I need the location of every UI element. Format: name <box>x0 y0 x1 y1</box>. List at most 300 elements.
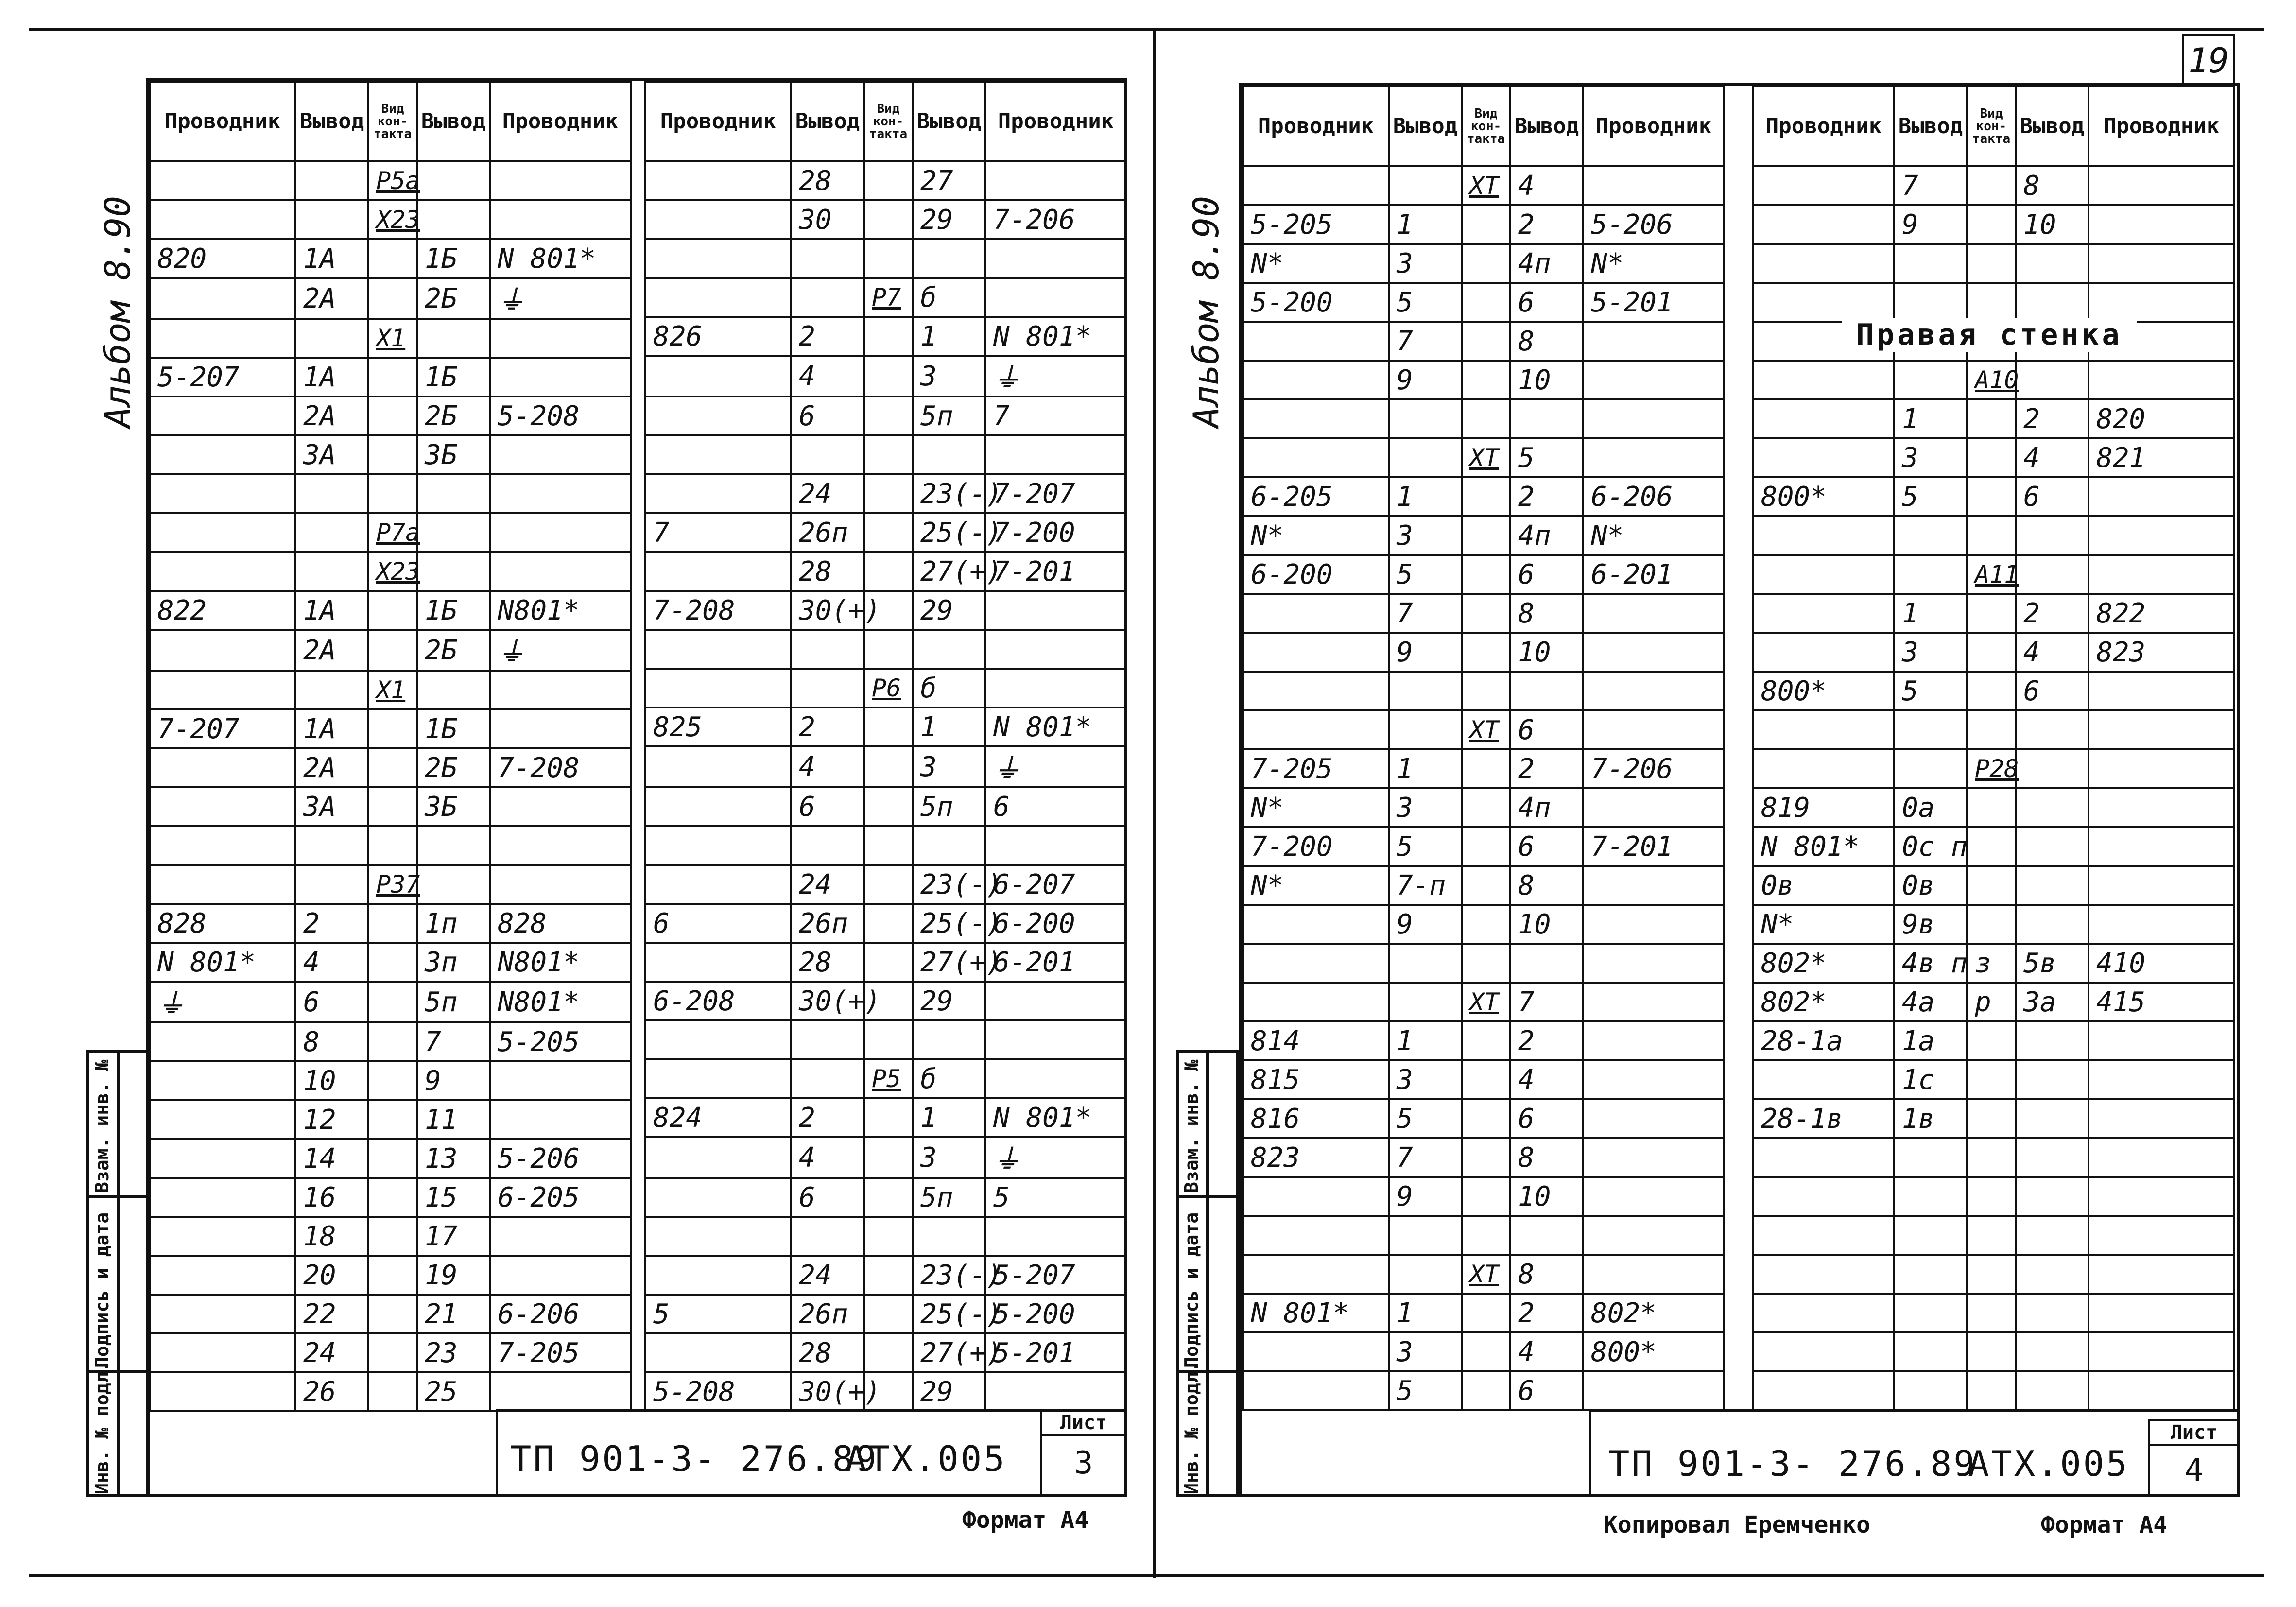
table-cell <box>1243 1216 1389 1255</box>
table-cell <box>2016 1021 2089 1060</box>
table-row <box>645 239 1126 278</box>
table-cell: 6-201 <box>985 943 1126 982</box>
table-cell: 2 <box>791 317 864 356</box>
table-cell <box>864 1217 913 1256</box>
table-cell <box>490 435 631 474</box>
table-cell <box>1389 710 1462 749</box>
doc-code-right: ТП 901-3- 276.89 <box>1608 1443 1977 1484</box>
table-row <box>1243 672 1724 710</box>
table-cell <box>985 1020 1126 1059</box>
table-row <box>1753 1332 2234 1371</box>
table-cell <box>864 356 913 397</box>
table-cell <box>1389 1255 1462 1294</box>
table-cell <box>1243 1371 1389 1410</box>
table-cell: 1 <box>1389 1294 1462 1332</box>
table-cell <box>1753 1371 1894 1410</box>
table-row <box>150 513 631 552</box>
table-row <box>645 1333 1126 1372</box>
table-cell: 2 <box>295 904 368 943</box>
table-cell <box>2016 1294 2089 1332</box>
table-cell: 28 <box>791 943 864 982</box>
table-cell <box>913 630 985 669</box>
table-cell <box>913 826 985 865</box>
table-cell <box>368 591 417 630</box>
table-cell <box>2016 749 2089 788</box>
table-cell: 0в <box>1894 866 1967 905</box>
table-cell: 3Б <box>417 435 490 474</box>
table-cell: 5-206 <box>1583 205 1724 244</box>
table-cell: 5п <box>913 397 985 435</box>
table-cell <box>368 1022 417 1061</box>
table-cell: 814 <box>1243 1021 1389 1060</box>
stamp-label: Подпись и дата <box>1181 1212 1202 1368</box>
table-cell: 30(+) <box>791 982 864 1020</box>
table-cell <box>985 826 1126 865</box>
table-cell: 5 <box>1510 438 1583 477</box>
table-cell <box>1753 1216 1894 1255</box>
table-cell <box>150 1217 295 1256</box>
table-cell <box>368 1217 417 1256</box>
table-row <box>1753 788 2234 827</box>
table-cell <box>1753 516 1894 555</box>
table-cell <box>645 826 791 865</box>
table-row <box>645 708 1126 746</box>
table-cell <box>368 397 417 435</box>
col-conductor: Проводник <box>1243 86 1389 166</box>
table-row <box>150 200 631 239</box>
table-cell <box>150 435 295 474</box>
table-cell: 9 <box>417 1061 490 1100</box>
table-cell <box>490 671 631 709</box>
table-cell <box>1243 905 1389 944</box>
table-cell <box>1243 1177 1389 1216</box>
table-cell <box>913 435 985 474</box>
table-cell: 802* <box>1753 944 1894 983</box>
table-cell: 3 <box>913 1137 985 1178</box>
table-cell: 5-200 <box>985 1295 1126 1333</box>
table-cell: 28 <box>791 552 864 591</box>
table-cell: 826 <box>645 317 791 356</box>
table-cell: 24 <box>295 1333 368 1372</box>
table-cell <box>1967 477 2016 516</box>
table-cell <box>1894 283 1967 322</box>
table-row <box>1243 205 1724 244</box>
table-row <box>1753 1099 2234 1138</box>
table-cell <box>645 943 791 982</box>
table-cell <box>2016 1371 2089 1410</box>
table-cell <box>1967 166 2016 205</box>
table-cell: 28-1в <box>1753 1099 1894 1138</box>
table-cell: 5п <box>913 1178 985 1217</box>
table-cell <box>1462 555 1510 594</box>
stamp-label: Инв. № подл. <box>91 1361 113 1494</box>
table-row <box>150 787 631 826</box>
table-cell: 5-208 <box>645 1372 791 1411</box>
table-cell <box>1894 361 1967 399</box>
table-cell <box>1462 283 1510 322</box>
table-row <box>1243 1021 1724 1060</box>
col-terminal: Вывод <box>1894 86 1967 166</box>
table-cell: N 801* <box>490 239 631 278</box>
table-cell <box>645 1217 791 1256</box>
table-row <box>1243 516 1724 555</box>
table-cell <box>2089 827 2234 866</box>
page-number: 19 <box>2188 41 2229 81</box>
table-cell <box>1583 361 1724 399</box>
sheet-number-left: 3 <box>1074 1445 1093 1481</box>
table-cell <box>295 200 368 239</box>
table-cell <box>1894 516 1967 555</box>
table-row <box>150 239 631 278</box>
table-cell <box>1583 322 1724 361</box>
table-row <box>1753 1177 2234 1216</box>
table-cell: 1 <box>1389 477 1462 516</box>
table-cell: 3 <box>1389 788 1462 827</box>
table-cell: 22 <box>295 1295 368 1333</box>
table-cell <box>1462 205 1510 244</box>
table-cell <box>2089 166 2234 205</box>
table-cell: N 801* <box>985 1098 1126 1137</box>
table-cell <box>864 1178 913 1217</box>
table-cell: 6 <box>791 397 864 435</box>
table-cell <box>791 669 864 708</box>
table-cell: N 801* <box>985 317 1126 356</box>
format-left: Формат А4 <box>962 1506 1089 1534</box>
table-cell <box>295 671 368 709</box>
table-cell: 2А <box>295 748 368 787</box>
table-cell: 30 <box>791 200 864 239</box>
table-cell: 4 <box>2016 438 2089 477</box>
table-row <box>1243 905 1724 944</box>
sheet-label-left: Лист <box>1042 1412 1125 1436</box>
table-cell <box>1462 1060 1510 1099</box>
table-cell: 13 <box>417 1139 490 1178</box>
table-cell: 7 <box>645 513 791 552</box>
table-cell <box>2089 710 2234 749</box>
table-cell: 7-208 <box>645 591 791 630</box>
stamp-divider <box>117 1050 120 1497</box>
table-cell: 820 <box>2089 399 2234 438</box>
table-row <box>1243 749 1724 788</box>
table-cell <box>1967 399 2016 438</box>
table-cell: 29 <box>913 982 985 1020</box>
table-cell <box>1753 205 1894 244</box>
table-cell <box>490 1217 631 1256</box>
table-cell: 2А <box>295 278 368 319</box>
table-cell <box>985 591 1126 630</box>
table-cell <box>490 552 631 591</box>
table-cell: N801* <box>490 943 631 982</box>
table-cell <box>150 1372 295 1411</box>
table-cell: 29 <box>913 591 985 630</box>
table-row <box>1753 710 2234 749</box>
table-cell <box>368 358 417 397</box>
table-cell: Р6 <box>864 669 913 708</box>
table-cell: 6-208 <box>645 982 791 1020</box>
table-cell <box>490 1256 631 1295</box>
table-cell <box>150 1178 295 1217</box>
table-row <box>645 1372 1126 1411</box>
col-contact-type: Вид кон- такта <box>1967 86 2016 166</box>
table-cell <box>2089 749 2234 788</box>
table-row <box>1753 1255 2234 1294</box>
table-cell: 2 <box>1510 749 1583 788</box>
table-cell <box>150 1295 295 1333</box>
table-cell: 821 <box>2089 438 2234 477</box>
table-cell: б <box>913 278 985 317</box>
table-cell: 2 <box>1510 205 1583 244</box>
table-cell <box>2089 1371 2234 1410</box>
table-cell: 26п <box>791 1295 864 1333</box>
table-cell <box>1462 244 1510 283</box>
table-cell <box>1243 710 1389 749</box>
table-cell: 6-200 <box>985 904 1126 943</box>
table-row <box>645 904 1126 943</box>
table-cell: 7-205 <box>1243 749 1389 788</box>
table-cell: 5 <box>1894 672 1967 710</box>
table-cell: 1А <box>295 709 368 748</box>
copied-by: Копировал Еремченко <box>1604 1511 1871 1538</box>
table-cell <box>368 474 417 513</box>
table-cell: 18 <box>295 1217 368 1256</box>
table-cell: 5п <box>417 982 490 1022</box>
table-cell: 2 <box>1510 1021 1583 1060</box>
table-cell: N* <box>1243 244 1389 283</box>
table-cell <box>1462 905 1510 944</box>
table-cell <box>1583 438 1724 477</box>
page-number-box <box>2182 34 2235 87</box>
table-cell <box>1462 788 1510 827</box>
wiring-table-2 <box>644 81 1127 1412</box>
table-cell: 1п <box>417 904 490 943</box>
table-row <box>1753 983 2234 1021</box>
table-cell <box>2089 516 2234 555</box>
table-row <box>1243 166 1724 205</box>
table-row <box>645 787 1126 826</box>
table-cell: 1Б <box>417 709 490 748</box>
table-cell: Х1 <box>368 319 417 358</box>
table-cell: 28-1а <box>1753 1021 1894 1060</box>
table-cell: 9 <box>1389 1177 1462 1216</box>
table-cell <box>791 239 864 278</box>
table-cell: N 801* <box>1753 827 1894 866</box>
table-row <box>1753 866 2234 905</box>
table-cell <box>645 435 791 474</box>
table-cell: ⏚ <box>985 356 1126 397</box>
table-row <box>645 865 1126 904</box>
table-cell <box>1462 399 1510 438</box>
table-cell: 7-200 <box>985 513 1126 552</box>
table-cell <box>985 435 1126 474</box>
table-cell: Х23 <box>368 552 417 591</box>
doc-suffix-right: АТХ.005 <box>1968 1443 2129 1484</box>
table-cell: 1с <box>1894 1060 1967 1099</box>
table-cell <box>1583 1099 1724 1138</box>
table-cell <box>1462 1332 1510 1371</box>
table-cell <box>1967 1099 2016 1138</box>
table-cell <box>985 669 1126 708</box>
table-cell <box>2089 361 2234 399</box>
table-row <box>645 1098 1126 1137</box>
table-cell <box>490 709 631 748</box>
table-cell: 8 <box>1510 1255 1583 1294</box>
table-cell <box>913 1020 985 1059</box>
table-cell: 24 <box>791 1256 864 1295</box>
right-wall-title: Правая стенка <box>1842 318 2137 352</box>
table-row <box>1753 1060 2234 1099</box>
table-cell <box>1462 594 1510 633</box>
table-cell: 3 <box>913 746 985 787</box>
table-cell <box>1243 983 1389 1021</box>
table-cell <box>1894 1371 1967 1410</box>
table-cell: 8 <box>295 1022 368 1061</box>
col-terminal: Вывод <box>913 82 985 161</box>
table-row <box>150 1295 631 1333</box>
table-row <box>150 1333 631 1372</box>
table-cell <box>150 671 295 709</box>
table-cell: ⏚ <box>150 982 295 1022</box>
table-cell <box>645 746 791 787</box>
table-cell: N* <box>1243 866 1389 905</box>
table-cell: 17 <box>417 1217 490 1256</box>
table-cell: ⏚ <box>985 746 1126 787</box>
table-cell: Р37 <box>368 865 417 904</box>
table-cell <box>368 1100 417 1139</box>
table-cell: 6 <box>1510 710 1583 749</box>
table-cell: 6-200 <box>1243 555 1389 594</box>
album-label-right: Альбом 8.90 <box>1186 196 1226 428</box>
table-cell: 6 <box>295 982 368 1022</box>
table-row <box>645 356 1126 397</box>
table-cell <box>645 1256 791 1295</box>
table-cell <box>645 1178 791 1217</box>
table-cell <box>368 1178 417 1217</box>
table-cell <box>791 278 864 317</box>
table-cell <box>1583 710 1724 749</box>
table-cell: 3а <box>2016 983 2089 1021</box>
col-terminal: Вывод <box>2016 86 2089 166</box>
table-cell: 828 <box>150 904 295 943</box>
table-cell <box>1462 1138 1510 1177</box>
table-cell: 819 <box>1753 788 1894 827</box>
table-row <box>150 1022 631 1061</box>
table-row <box>645 1178 1126 1217</box>
table-cell <box>1243 633 1389 672</box>
table-cell <box>1583 788 1724 827</box>
table-cell <box>1583 1138 1724 1177</box>
table-cell: 825 <box>645 708 791 746</box>
table-cell <box>1462 1021 1510 1060</box>
table-cell <box>864 787 913 826</box>
table-cell <box>864 904 913 943</box>
table-cell: 5-205 <box>1243 205 1389 244</box>
table-cell <box>368 709 417 748</box>
table-row <box>1753 633 2234 672</box>
table-cell <box>1583 1255 1724 1294</box>
table-cell <box>1462 1099 1510 1138</box>
table-row <box>150 865 631 904</box>
table-cell <box>1753 1060 1894 1099</box>
table-cell <box>1753 710 1894 749</box>
table-cell <box>417 513 490 552</box>
table-cell <box>1389 399 1462 438</box>
table-cell <box>2016 1060 2089 1099</box>
table-cell <box>417 671 490 709</box>
table-row <box>150 1100 631 1139</box>
table-row <box>150 1139 631 1178</box>
doc-code-left: ТП 901-3- 276.89 <box>510 1438 879 1479</box>
table-cell <box>2089 283 2234 322</box>
table-cell: 3Б <box>417 787 490 826</box>
table-cell <box>490 513 631 552</box>
table-cell <box>2089 1255 2234 1294</box>
table-cell <box>645 1137 791 1178</box>
table-cell: ⏚ <box>985 1137 1126 1178</box>
table-cell <box>1389 438 1462 477</box>
table-row <box>645 397 1126 435</box>
table-cell: 1 <box>1389 205 1462 244</box>
table-cell <box>368 787 417 826</box>
table-cell <box>2089 205 2234 244</box>
table-row <box>645 317 1126 356</box>
table-cell <box>864 161 913 200</box>
table-cell: 1А <box>295 591 368 630</box>
table-cell <box>1753 633 1894 672</box>
table-row <box>645 435 1126 474</box>
table-cell <box>1894 555 1967 594</box>
col-contact-type: Вид кон- такта <box>864 82 913 161</box>
table-cell <box>645 865 791 904</box>
table-cell <box>1894 1255 1967 1294</box>
table-row <box>1243 594 1724 633</box>
table-cell <box>1510 672 1583 710</box>
table-cell <box>150 1061 295 1100</box>
table-cell: 2 <box>791 708 864 746</box>
table-cell: 800* <box>1583 1332 1724 1371</box>
table-cell: 410 <box>2089 944 2234 983</box>
table-row <box>150 904 631 943</box>
table-row <box>645 161 1126 200</box>
table-cell <box>1462 827 1510 866</box>
table-row <box>645 591 1126 630</box>
table-cell: ХТ <box>1462 983 1510 1021</box>
table-row <box>1753 1138 2234 1177</box>
table-row <box>1753 205 2234 244</box>
table-cell: 4 <box>1510 1060 1583 1099</box>
table-cell: 15 <box>417 1178 490 1217</box>
table-cell <box>2016 1332 2089 1371</box>
table-cell: 7-п <box>1389 866 1462 905</box>
table-cell <box>295 513 368 552</box>
table-cell <box>1243 594 1389 633</box>
table-cell: 26п <box>791 904 864 943</box>
table-cell <box>1753 1177 1894 1216</box>
table-cell <box>1967 633 2016 672</box>
table-row <box>1753 594 2234 633</box>
table-cell: 3 <box>1894 438 1967 477</box>
table-cell <box>2016 244 2089 283</box>
table-cell: 9 <box>1894 205 1967 244</box>
col-contact-type: Вид кон- такта <box>1462 86 1510 166</box>
table-cell: 1в <box>1894 1099 1967 1138</box>
table-cell: 6-207 <box>985 865 1126 904</box>
table-cell: 29 <box>913 1372 985 1411</box>
table-cell <box>2016 710 2089 749</box>
table-cell <box>490 474 631 513</box>
table-cell: 4 <box>295 943 368 982</box>
table-row <box>645 1059 1126 1098</box>
table-cell <box>2016 788 2089 827</box>
